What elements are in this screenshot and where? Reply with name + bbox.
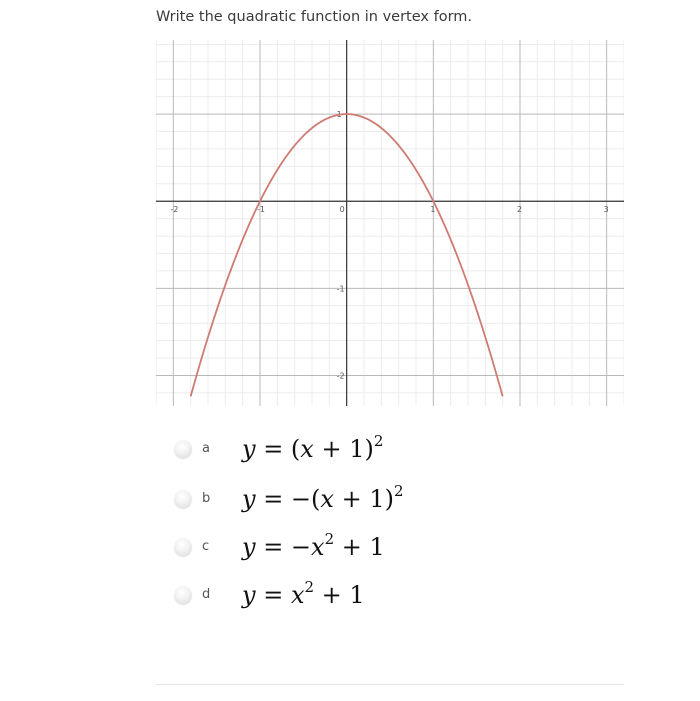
bottom-divider bbox=[156, 684, 624, 685]
parabola-graph bbox=[156, 40, 624, 406]
option-letter: b bbox=[202, 491, 211, 506]
y-tick-label: -2 bbox=[336, 371, 345, 381]
x-tick-label: 1 bbox=[430, 205, 436, 215]
option-c[interactable] bbox=[172, 530, 572, 570]
radio-button[interactable] bbox=[174, 440, 192, 458]
option-b[interactable] bbox=[172, 482, 572, 522]
radio-button[interactable] bbox=[174, 538, 192, 556]
option-d[interactable] bbox=[172, 578, 572, 618]
option-a[interactable] bbox=[172, 432, 572, 472]
option-letter: c bbox=[202, 539, 210, 554]
y-tick-label: -1 bbox=[336, 284, 345, 294]
x-tick-label: 3 bbox=[603, 205, 609, 215]
option-formula: $y = -(x + 1)^2$ bbox=[242, 482, 404, 513]
x-tick-label: -2 bbox=[170, 205, 179, 215]
option-formula: $y = -x^2 + 1$ bbox=[242, 530, 385, 561]
x-tick-label: 2 bbox=[517, 205, 523, 215]
graph-canvas bbox=[156, 40, 624, 406]
option-formula: $y = (x + 1)^2$ bbox=[242, 432, 384, 463]
x-tick-label: 0 bbox=[339, 205, 345, 215]
option-letter: a bbox=[202, 441, 210, 456]
option-letter: d bbox=[202, 587, 211, 602]
radio-button[interactable] bbox=[174, 586, 192, 604]
question-prompt: Write the quadratic function in vertex form. bbox=[156, 9, 473, 25]
x-tick-label: -1 bbox=[257, 205, 265, 215]
y-tick-label: 1 bbox=[336, 110, 342, 120]
radio-button[interactable] bbox=[174, 490, 192, 508]
option-formula: $y = x^2 + 1$ bbox=[242, 578, 365, 609]
